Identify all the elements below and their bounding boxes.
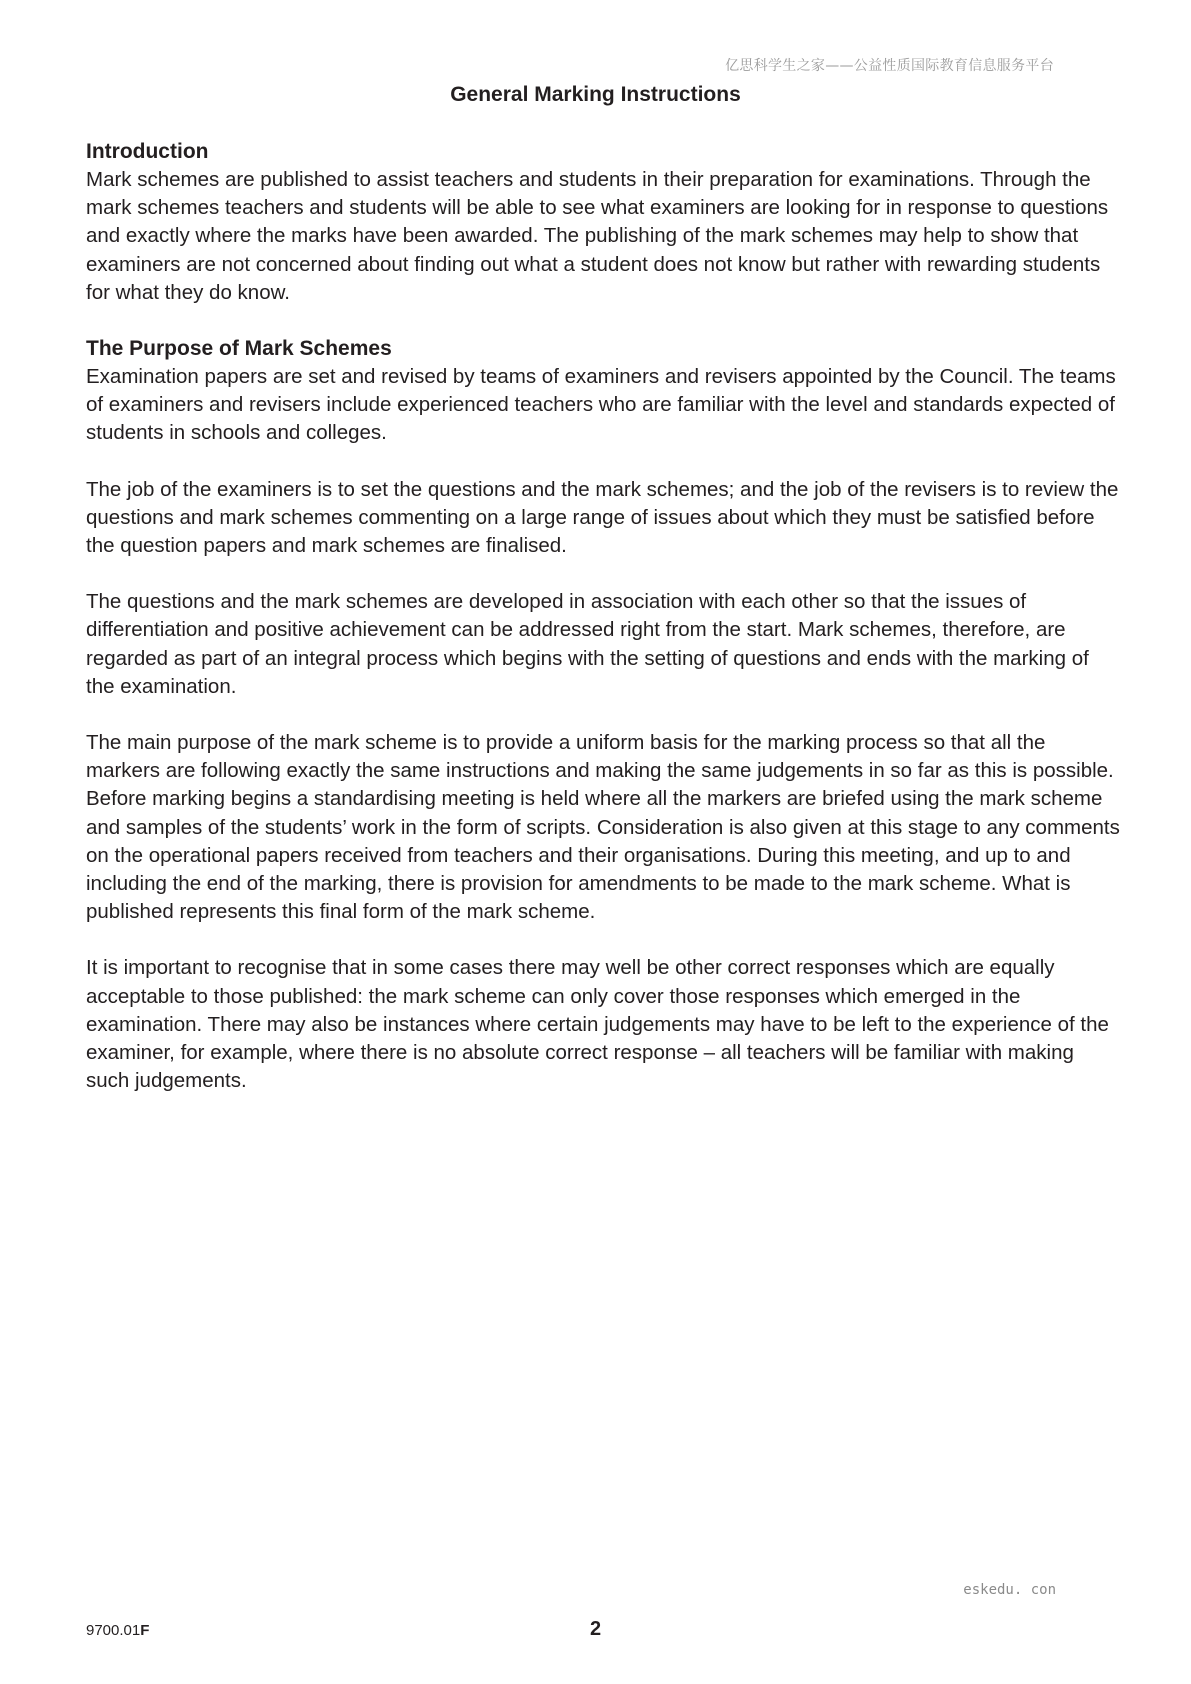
- page-number: 2: [589, 1618, 602, 1640]
- paper-code-suffix: F: [140, 1622, 150, 1639]
- section-introduction: [86, 138, 1121, 307]
- header-watermark: 亿思科学生之家——公益性质国际教育信息服务平台: [725, 58, 1054, 74]
- page-title: General Marking Instructions: [450, 83, 741, 106]
- footer-watermark: eskedu. con: [963, 1582, 1056, 1598]
- paragraph: Examination papers are set and revised by teams of examiners and revisers appointed by the Council. The teams of examiners and revisers include experienced teachers who are familiar with the level and standards expected of students in schools and colleges.: [86, 365, 1116, 445]
- paper-code-number: 9700.01: [86, 1622, 141, 1639]
- paragraph: The main purpose of the mark scheme is to provide a uniform basis for the marking process so that all the markers are following exactly the same instructions and making the same judgements in so far as this is possible. Before marking begins a standardising meeting is held where all the markers are briefed using the mark scheme and samples of the students’ work in the form of scripts. Consideration is also given at this stage to any comments on the operational papers received from teachers and their organisations. During this meeting, and up to and including the end of the marking, there is provision for amendments to be made to the mark scheme. What is published represents this final form of the mark scheme.: [86, 731, 1120, 924]
- paragraph: The questions and the mark schemes are developed in association with each other so that the issues of differentiation and positive achievement can be addressed right from the start. Mark schemes, therefore, are regarded as part of an integral process which begins with the setting of questions and ends with the marking of the examination.: [86, 590, 1089, 698]
- section-purpose-of-mark-schemes: [86, 335, 1121, 1095]
- paragraph: Mark schemes are published to assist teachers and students in their preparation for examinations. Through the mark schemes teachers and students will be able to see what examiners are looking for in response to questions and exactly where the marks have been awarded. The publishing of the mark schemes may help to show that examiners are not concerned about finding out what a student does not know but rather with rewarding students for what they do know.: [86, 168, 1109, 304]
- document-body: [86, 138, 1121, 1123]
- paragraph: It is important to recognise that in some cases there may well be other correct responses which are equally acceptable to those published: the mark scheme can only cover those responses which emerged in the examination. There may also be instances where certain judgements may have to be left to the experience of the examiner, for example, where there is no absolute correct response – all teachers will be familiar with making such judgements.: [86, 956, 1109, 1093]
- paragraph: The job of the examiners is to set the questions and the mark schemes; and the job of the revisers is to review the questions and mark schemes commenting on a large range of issues about which they must be satisfied before the question papers and mark schemes are finalised.: [86, 477, 1119, 558]
- section-heading: The Purpose of Mark Schemes: [86, 337, 392, 361]
- section-heading: Introduction: [86, 140, 209, 163]
